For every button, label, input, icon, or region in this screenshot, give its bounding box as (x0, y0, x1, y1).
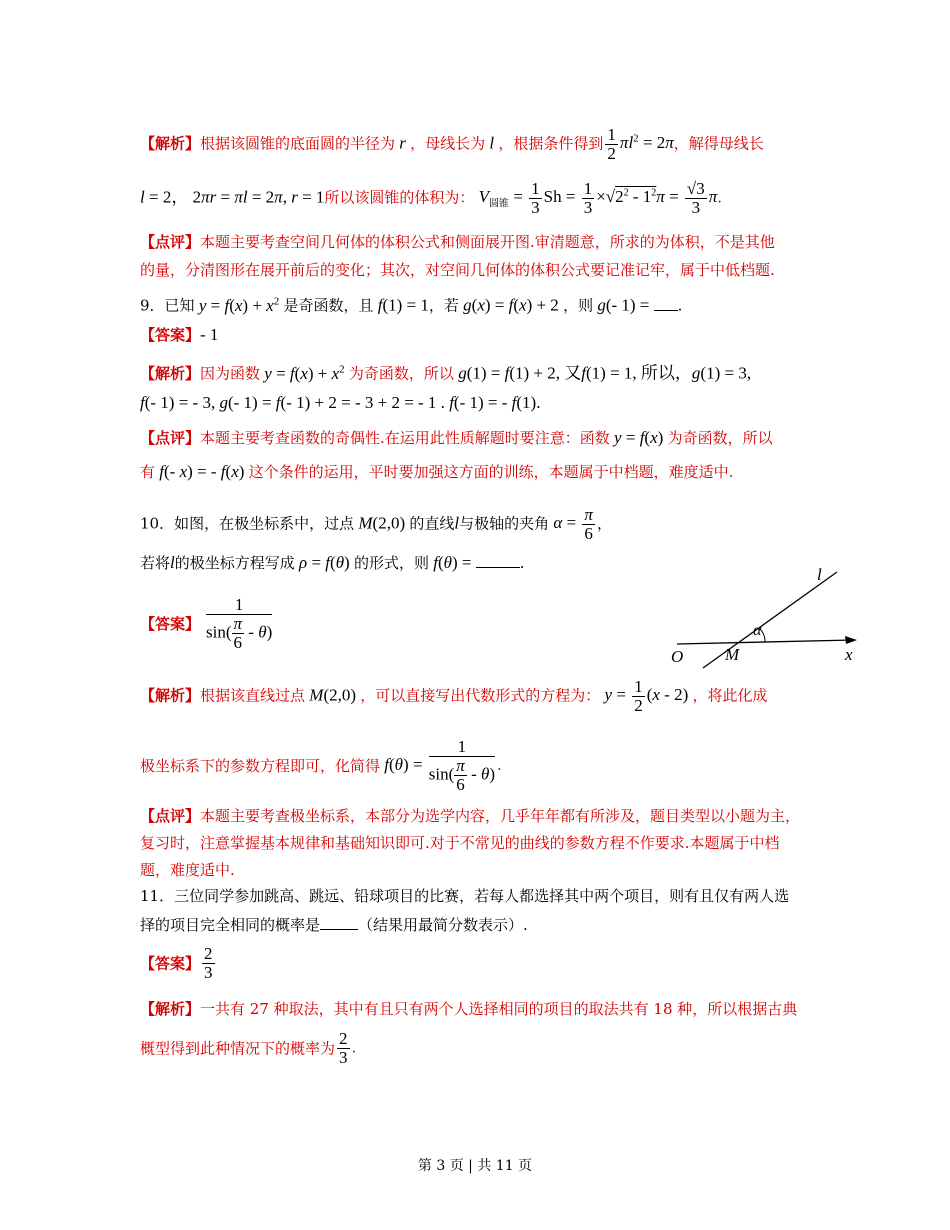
jiexi-tag: 【解析】 (140, 134, 201, 153)
formula: f(θ) = (433, 553, 476, 572)
answer-blank (476, 553, 520, 568)
q11-answer: 【答案】 $\frac{2}{3}$ (140, 945, 217, 982)
formula: y = f(x) (614, 428, 668, 447)
answer-blank (320, 915, 358, 930)
label-l: l (817, 565, 822, 584)
q10-answer: 【答案】 1 sin( $\frac{\pi}{6}$ - θ) (140, 595, 273, 652)
formula: $y = f(x) + x^2$ (198, 295, 280, 315)
q10-jiexi-line1: 【解析】根据该直线过点 M(2,0) ，可以直接写出代数形式的方程为： y = $\frac{1}{2}$ (x - 2) ，将此化成 (140, 677, 768, 715)
label-x: x (845, 645, 853, 664)
formula: ρ = f(θ) (299, 553, 354, 572)
label-M: M (725, 645, 740, 664)
q10-question-line1: 10．如图，在极坐标系中，过点 M(2,0) 的直线l与极轴的夹角 α = $\frac{\pi}{6}$ ， (140, 505, 612, 543)
q11-jiexi-line2: 概型得到此种情况下的概率为 $\frac{2}{3}$ . (140, 1029, 357, 1067)
q11-question-line1: 11．三位同学参加跳高、跳远、铅球项目的比赛，若每人都选择其中两个项目，则有且仅有两人选 (140, 887, 790, 905)
formula: $y = f(x) + x^2$ (264, 363, 345, 383)
q10-question-line2: 若将l的极坐标方程写成 ρ = f(θ) 的形式，则 f(θ) = . (140, 553, 525, 572)
formula: f(- x) = - f(x) (159, 462, 249, 481)
q9-dianping-line2: 有 f(- x) = - f(x) 这个条件的运用，平时要加强这方面的训练，本题属于中档题，难度适中. (140, 462, 734, 481)
q9-jiexi-line1: 【解析】因为函数 $y = f(x) + x^2$ 为奇函数，所以 g(1) = f(1) + 2, 又f(1) = 1, 所以，g(1) = 3, (140, 363, 752, 383)
q8-jiexi-line1: 【解析】根据该圆锥的底面圆的半径为 r ，母线长为 l ，根据条件得到 $\frac{1}{2}$ $\pi l^2 = 2\pi$，解得母线长 (140, 125, 764, 163)
formula: $\frac{2}{3}$ (339, 1029, 348, 1067)
polar-diagram (665, 560, 875, 670)
label-O: O (671, 647, 684, 666)
formula: $\frac{1}{2}$ $\pi l^2 = 2\pi$ (607, 125, 674, 163)
q9-question: 9．已知 $y = f(x) + x^2$ 是奇函数，且 f(1) = 1，若 g(x) = f(x) + 2 ，则 g(- 1) = . (140, 295, 683, 315)
daan-tag: 【答案】 (140, 326, 201, 344)
q11-jiexi-line1: 【解析】一共有 27 种取法，其中有且只有两个人选择相同的项目的取法共有 18 种，所以根据古典 (140, 1000, 798, 1018)
formula: y = $\frac{1}{2}$ (x - 2) (604, 677, 693, 715)
line-l (703, 572, 837, 668)
q9-dianping-line1: 【点评】本题主要考查函数的奇偶性.在运用此性质解题时要注意：函数 y = f(x) 为奇函数，所以 (140, 428, 773, 447)
formula: α = $\frac{\pi}{6}$ (553, 505, 593, 543)
formula: g(x) = f(x) + 2 (463, 295, 564, 315)
dianping-tag: 【点评】 (140, 233, 201, 251)
q9-answer: 【答案】- 1 (140, 325, 219, 344)
q10-dianping-line1: 【点评】本题主要考查极坐标系，本部分为选学内容，几乎年年都有所涉及，题目类型以小题为主， (140, 807, 801, 825)
q8-jiexi-line2: l = 2， 2πr = πl = 2π, r = 1所以该圆锥的体积为： $V_{圆锥}$ = $\frac{1}{3}$ Sh = $\frac{1}{3}$ $\times√2^2 - 1^2\pi$ = $\frac{√3}{3}$ π. (140, 179, 723, 217)
q9-jiexi-line2 (140, 393, 540, 413)
formula: f(1) = 1 (377, 295, 429, 315)
q10-dianping-line2: 复习时，注意掌握基本规律和基础知识即可.对于不常见的曲线的参数方程不作要求.本题属于中档 (140, 834, 780, 852)
formula: M(2,0) (358, 513, 410, 533)
formula: g(1) = f(1) + 2, 又f(1) = 1, 所以，g(1) = 3, (458, 363, 752, 383)
formula: M(2,0) (309, 685, 361, 705)
formula: l = 2， 2πr = πl = 2π, r = 1 (140, 187, 325, 207)
formula: 1 sin( $\frac{\pi}{6}$ - θ) (206, 595, 273, 652)
formula: f(θ) = 1 sin( $\frac{\pi}{6}$ - θ) (384, 737, 496, 794)
label-alpha: α (753, 622, 762, 639)
formula: f(- 1) = - 3, g(- 1) = f(- 1) + 2 = - 3 + 2 = - 1 . f(- 1) = - f(1). (140, 393, 541, 412)
page-footer: 第 3 页 | 共 11 页 (417, 1158, 533, 1174)
q11-question-line2: 择的项目完全相同的概率是 （结果用最简分数表示）. (140, 916, 528, 934)
q10-dianping-line3: 题，难度适中. (140, 861, 235, 879)
formula: g(- 1) = (597, 295, 654, 315)
formula: $\frac{2}{3}$ (204, 944, 213, 982)
arrow-head (845, 636, 857, 644)
answer-blank (654, 296, 678, 311)
q8-dianping-line1: 【点评】本题主要考查空间几何体的体积公式和侧面展开图.审清题意，所求的为体积，不是其他 (140, 233, 775, 251)
q8-dianping-line2: 的量，分清图形在展开前后的变化；其次，对空间几何体的体积公式要记准记牢，属于中低档题. (140, 261, 775, 279)
formula: $V_{圆锥}$ = $\frac{1}{3}$ Sh = $\frac{1}{3}$ $\times√2^2 - 1^2\pi$ = $\frac{√3}{3}$ π (478, 179, 718, 217)
q10-jiexi-line2: 极坐标系下的参数方程即可，化简得 f(θ) = 1 sin( $\frac{\pi}{6}$ - θ) . (140, 737, 502, 794)
